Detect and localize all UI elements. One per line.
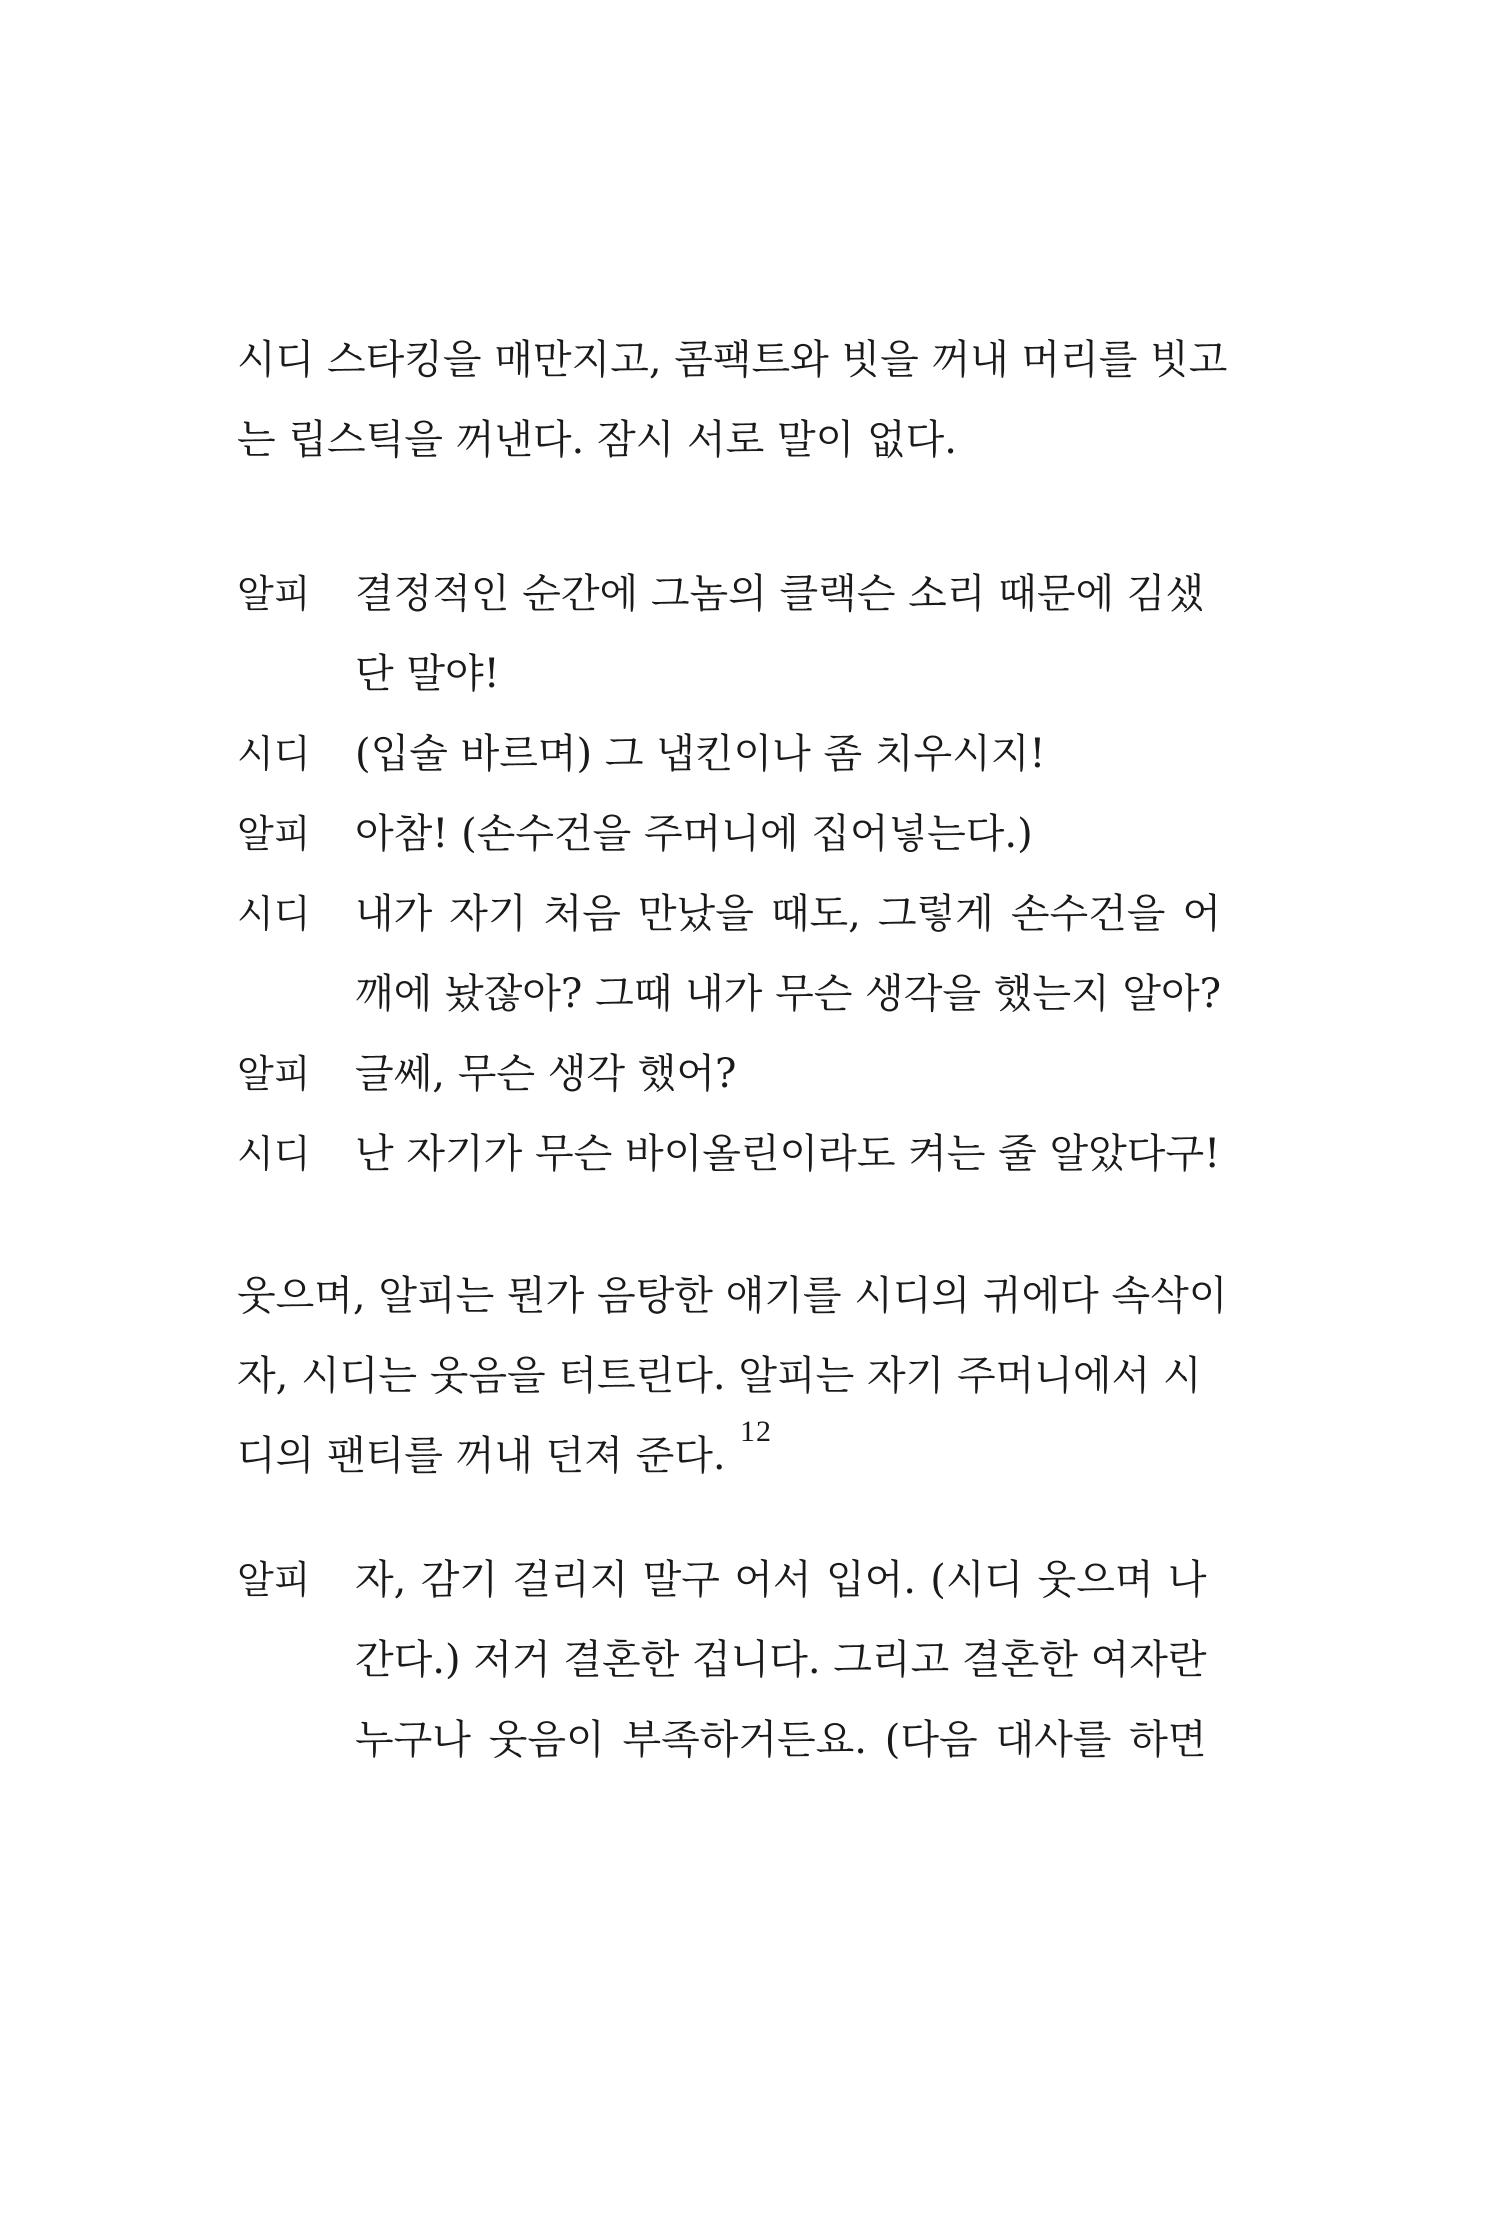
speech-line: 내가 자기 처음 만났을 때도, 그렇게 손수건을 어 [355,891,1222,937]
speaker-name: 시디 [237,1132,311,1176]
speaker-name: 알피 [237,1558,311,1602]
speech-text [355,1540,1206,1780]
speaker-name: 알피 [237,1052,311,1096]
speech-text [355,714,1177,794]
speaker-name: 시디 [237,892,311,936]
speech-line: 단 말야! [355,651,500,697]
speaker-name: 알피 [237,572,311,616]
stage-direction-line: 웃으며, 알피는 뭔가 음탕한 얘기를 시디의 귀에다 속삭이 [237,1273,1228,1319]
dialogue-block-1 [237,554,1222,1194]
dialogue-entry [237,714,1177,794]
stage-direction-line: 자, 시디는 웃음을 터트린다. 알피는 자기 주머니에서 시 [237,1353,1202,1399]
speech-text [355,874,1221,1034]
stage-direction-line: 시디 스타킹을 매만지고, 콤팩트와 빗을 꺼내 머리를 빗고 [237,337,1228,383]
dialogue-entry [237,1034,1177,1114]
speech-line: 글쎄, 무슨 생각 했어? [355,1051,737,1097]
dialogue-block-2 [237,1540,1207,1780]
speech-line: 난 자기가 무슨 바이올린이라도 켜는 줄 알았다구! [355,1131,1221,1177]
speech-line: 누구나 웃음이 부족하거든요. (다음 대사를 하면 [355,1717,1207,1763]
dialogue-entry [237,1540,1207,1780]
dialogue-entry [237,1114,1221,1194]
speech-text [355,1034,1177,1114]
speech-line: 아참! (손수건을 주머니에 집어넣는다.) [355,811,1033,857]
speech-line: 결정적인 순간에 그놈의 클랙슨 소리 때문에 김샜 [355,571,1205,617]
stage-direction-1 [237,320,1228,480]
stage-direction-2 [237,1256,1228,1496]
speech-line: (입술 바르며) 그 냅킨이나 좀 치우시지! [355,731,1046,777]
dialogue-entry [237,874,1222,1034]
dialogue-entry [237,794,1177,874]
stage-direction-line: 디의 팬티를 꺼내 던져 준다. [237,1433,726,1479]
speaker-name: 알피 [237,812,311,856]
speech-text [355,1114,1220,1194]
speech-line: 자, 감기 걸리지 말구 어서 입어. (시디 웃으며 나 [355,1557,1207,1603]
speech-text [355,794,1177,874]
page-number: 12 [740,1415,772,1448]
speech-line: 깨에 놨잖아? 그때 내가 무슨 생각을 했는지 알아? [355,971,1222,1017]
dialogue-entry [237,554,1205,714]
speaker-name: 시디 [237,732,311,776]
speech-text [355,554,1204,714]
stage-direction-line: 는 립스틱을 꺼낸다. 잠시 서로 말이 없다. [237,417,957,463]
speech-line: 간다.) 저거 결혼한 겁니다. 그리고 결혼한 여자란 [355,1637,1207,1683]
